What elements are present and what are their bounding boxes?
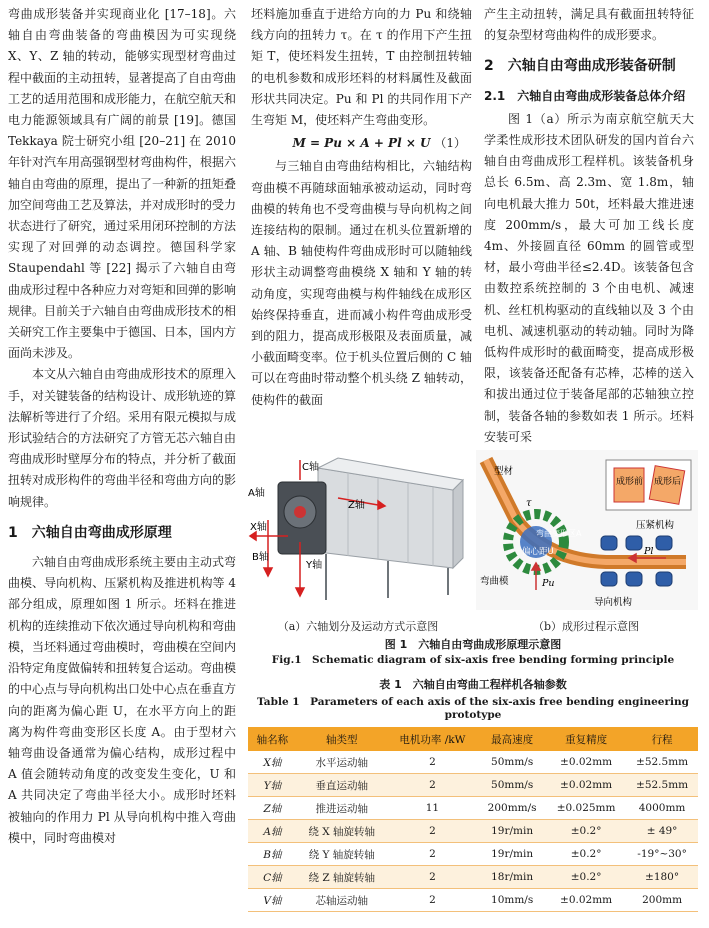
- header-cell: 最高速度: [478, 727, 546, 751]
- cell-stroke: ±52.5mm: [626, 774, 698, 797]
- section-heading-2: 2 六轴自由弯曲成形装备研制: [484, 58, 676, 75]
- table-row: [248, 889, 698, 912]
- cell-axis: X轴: [248, 751, 297, 774]
- subcaption-a: （a）六轴划分及运动方式示意图: [277, 620, 439, 633]
- label-press: 压紧机构: [636, 520, 675, 531]
- cell-type: 绕 Z 轴旋转轴: [297, 866, 387, 889]
- label-c-axis: C轴: [302, 462, 319, 473]
- paragraph: 六轴自由弯曲成形系统主要由主动式弯曲模、导向机构、压紧机构及推进机构等 4 部分组成，原理如图 1 所示。坯料在推进机构的连续推动下依次通过导向机构和弯曲模，当坯料通过弯曲模时，弯曲模在空间内沿特定角度做偏转和扭转复合运动。弯曲模的中心点与导向机构出口处中心点在垂直方向的距离为偏心距 U，在水平方向上的距离为构件弯曲变形区长度 A。由于型材六轴弯曲设备通常为偏心结构，成形过程中 A 值会随转动角度的改变发生变化，U 和 A 共同决定了弯曲半径大小。成形时坯料被轴向的作用力 Pl 从导向机构中推入弯曲模中，同时弯曲模对: [8, 555, 237, 845]
- label-x-axis: X轴: [250, 522, 267, 533]
- cell-speed: 50mm/s: [478, 751, 546, 774]
- cell-power: 2: [387, 751, 479, 774]
- label-zone: 弯曲变形区A: [536, 529, 582, 538]
- cell-axis: A轴: [248, 820, 297, 843]
- header-cell: 行程: [626, 727, 698, 751]
- cell-power: 11: [387, 797, 479, 820]
- paragraph: 与三轴自由弯曲结构相比，六轴结构弯曲模不再随球面轴承被动运动，同时弯曲模的转角也不受弯曲模与导向机构之间连接结构的限制。通过在机头位置新增的 A 轴、B 轴使构件弯曲成形时可以随轴线形状主动调整弯曲模绕 X 轴和 Y 轴的转动角度，实现弯曲模与构件轴线在成形区始终保持垂直，进而减小构件弯曲成形受到的阻力，提高成形极限及表面质量，减小截面畸变率。位于机头位置后侧的 C 轴可以在弯曲时带动整个机头绕 Z 轴转动，使构件的截面: [251, 159, 472, 407]
- cell-power: 2: [387, 774, 479, 797]
- text-column-1: [8, 4, 236, 849]
- axis-parameter-table: [248, 727, 698, 912]
- cell-stroke: ± 49°: [626, 820, 698, 843]
- label-y-axis: Y轴: [306, 560, 323, 571]
- table-row: [248, 774, 698, 797]
- table-caption-en: Table 1 Parameters of each axis of the six-axis free bending engineering prototype: [257, 696, 689, 721]
- cell-type: 绕 Y 轴旋转轴: [297, 843, 387, 866]
- table-caption-cn: 表 1 六轴自由弯曲工程样机各轴参数: [379, 678, 567, 691]
- cell-power: 2: [387, 820, 479, 843]
- section-heading-1: 1 六轴自由弯曲成形原理: [8, 524, 172, 541]
- label-z-axis: Z轴: [348, 500, 365, 511]
- label-guide: 导向机构: [594, 597, 633, 608]
- figure-1: [248, 450, 698, 665]
- process-illustration: [476, 450, 698, 610]
- equation-number: （1）: [434, 136, 466, 151]
- table-header-row: [248, 727, 698, 751]
- cell-stroke: -19°~30°: [626, 843, 698, 866]
- label-after: 成形后: [654, 477, 682, 487]
- cell-type: 芯轴运动轴: [297, 889, 387, 912]
- cell-precision: ±0.02mm: [546, 774, 626, 797]
- cell-stroke: 4000mm: [626, 797, 698, 820]
- cell-axis: Y轴: [248, 774, 297, 797]
- header-cell: 电机功率 /kW: [387, 727, 479, 751]
- machine-side: [453, 480, 463, 568]
- figure-caption-cn: 图 1 六轴自由弯曲成形原理示意图: [384, 638, 562, 651]
- equation-text: M = Pu × A + Pl × U: [292, 136, 431, 151]
- cell-axis: C轴: [248, 866, 297, 889]
- paragraph: 弯曲成形装备并实现商业化 [17–18]。六轴自由弯曲装备的弯曲模因为可实现绕 X、Y、Z 轴的转动，能够实现型材弯曲过程中截面的主动扭转，显著提高了自由弯曲工艺的适用范围和成形能力，在航空航天和电力能源领域具有广阔的前景 [19]。德国 Tekkaya 院士研究小组 [20–21] 在 2010 年针对汽车用高强钢型材弯曲构件，根据六轴自由弯曲的原理，提出了一种新的扭矩叠加空间弯曲工艺及算法，并对成形时的受力状态进行了研究，通过采用闭环控制的方法实现了对回弹的动态调控。德国科学家 Staupendahl 等 [22] 揭示了六轴自由弯曲成形过程中各种应力对弯矩和回弹的影响规律。目前关于六轴自由弯曲成形技术的相关研究工作主要集中于德国、日本，国内方面尚未涉及。: [8, 7, 237, 361]
- cell-type: 水平运动轴: [297, 751, 387, 774]
- bending-die-center: [294, 506, 306, 518]
- label-tau: τ: [526, 498, 532, 509]
- cell-speed: 50mm/s: [478, 774, 546, 797]
- table-row: [248, 843, 698, 866]
- equation-1: [251, 133, 472, 154]
- label-pu: Pu: [542, 578, 555, 589]
- paragraph: 本文从六轴自由弯曲成形技术的原理入手，对关键装备的结构设计、成形轨迹的算法解析等进行了介绍。采用有限元模拟与成形试验结合的方法研究了方管无芯六轴自由弯曲成形时壁厚分布的特点，并分析了截面扭转对成形构件的弯曲半径和弯曲方向的影响规律。: [8, 367, 237, 509]
- cell-power: 2: [387, 889, 479, 912]
- label-b-axis: B轴: [252, 552, 269, 563]
- figure-panel-b: [476, 450, 698, 610]
- cell-stroke: ±180°: [626, 866, 698, 889]
- cell-axis: V轴: [248, 889, 297, 912]
- cell-precision: ±0.02mm: [546, 751, 626, 774]
- cell-precision: ±0.2°: [546, 820, 626, 843]
- table-row: [248, 866, 698, 889]
- figure-caption-en: Fig.1 Schematic diagram of six-axis free bending forming principle: [271, 654, 675, 666]
- paragraph: 坯料施加垂直于进给方向的力 Pu 和绕轴线方向的扭转力 τ。在 τ 的作用下产生扭矩 T，使坯料发生扭转，T 由控制扭转轴的电机参数和成形坯料的材料属性及截面形状共同决定。Pu 和 Pl 的共同作用下产生弯矩 M，使坯料产生弯曲变形。: [251, 7, 472, 128]
- table-row: [248, 820, 698, 843]
- cell-speed: 10mm/s: [478, 889, 546, 912]
- cell-power: 2: [387, 843, 479, 866]
- cell-speed: 19r/min: [478, 843, 546, 866]
- cell-type: 绕 X 轴旋转轴: [297, 820, 387, 843]
- cell-type: 推进运动轴: [297, 797, 387, 820]
- cell-precision: ±0.025mm: [546, 797, 626, 820]
- machine-illustration: [248, 450, 468, 610]
- cell-speed: 200mm/s: [478, 797, 546, 820]
- label-material: 型材: [494, 466, 514, 477]
- subcaption-b: （b）成形过程示意图: [532, 620, 640, 633]
- paragraph: 产生主动扭转，满足具有截面扭转特征的复杂型材弯曲构件的成形要求。: [484, 7, 694, 43]
- table-1: [248, 676, 698, 912]
- cell-type: 垂直运动轴: [297, 774, 387, 797]
- paragraph: 图 1（a）所示为南京航空航天大学柔性成形技术团队研发的国内首台六轴自由弯曲成形工程样机。该装备机身总长 6.5m、高 2.3m、宽 1.8m，轴向电机最大推力 50t，坯料最大推进速度 200mm/s，最大可加工线长度 4m、外接圆直径 60mm 的圆管或型材，最小弯曲半径≤2.4D。该装备包含由数控系统控制的 3 个由电机、减速机、丝杠机构驱动的直线轴以及 3 个由电机、减速机驱动的转动轴。同时为降低构件成形时的截面畸变，提高成形极限，该装备还配备有芯棒，芯棒的送入和拔出通过位于装备尾部的芯轴独立控制，装备各轴的参数如表 1 所示。坯料安装可采: [484, 111, 694, 444]
- subsection-heading-2-1: 2.1 六轴自由弯曲成形装备总体介绍: [484, 88, 686, 103]
- label-eccentric: 偏心距U: [522, 547, 554, 557]
- cell-precision: ±0.02mm: [546, 889, 626, 912]
- label-die: 弯曲模: [480, 576, 509, 587]
- figure-panel-a: [248, 450, 468, 610]
- cell-stroke: ±52.5mm: [626, 751, 698, 774]
- text-column-3: [484, 4, 694, 448]
- table-row: [248, 751, 698, 774]
- table-row: [248, 797, 698, 820]
- header-cell: 轴名称: [248, 727, 297, 751]
- cell-precision: ±0.2°: [546, 843, 626, 866]
- cell-power: 2: [387, 866, 479, 889]
- cell-axis: B轴: [248, 843, 297, 866]
- header-cell: 轴类型: [297, 727, 387, 751]
- text-column-2: [251, 4, 472, 411]
- cell-axis: Z轴: [248, 797, 297, 820]
- label-before: 成形前: [616, 477, 644, 487]
- cell-speed: 19r/min: [478, 820, 546, 843]
- cell-speed: 18r/min: [478, 866, 546, 889]
- label-pl: Pl: [644, 546, 654, 557]
- label-a-axis: A轴: [248, 488, 265, 499]
- cell-stroke: 200mm: [626, 889, 698, 912]
- header-cell: 重复精度: [546, 727, 626, 751]
- cell-precision: ±0.2°: [546, 866, 626, 889]
